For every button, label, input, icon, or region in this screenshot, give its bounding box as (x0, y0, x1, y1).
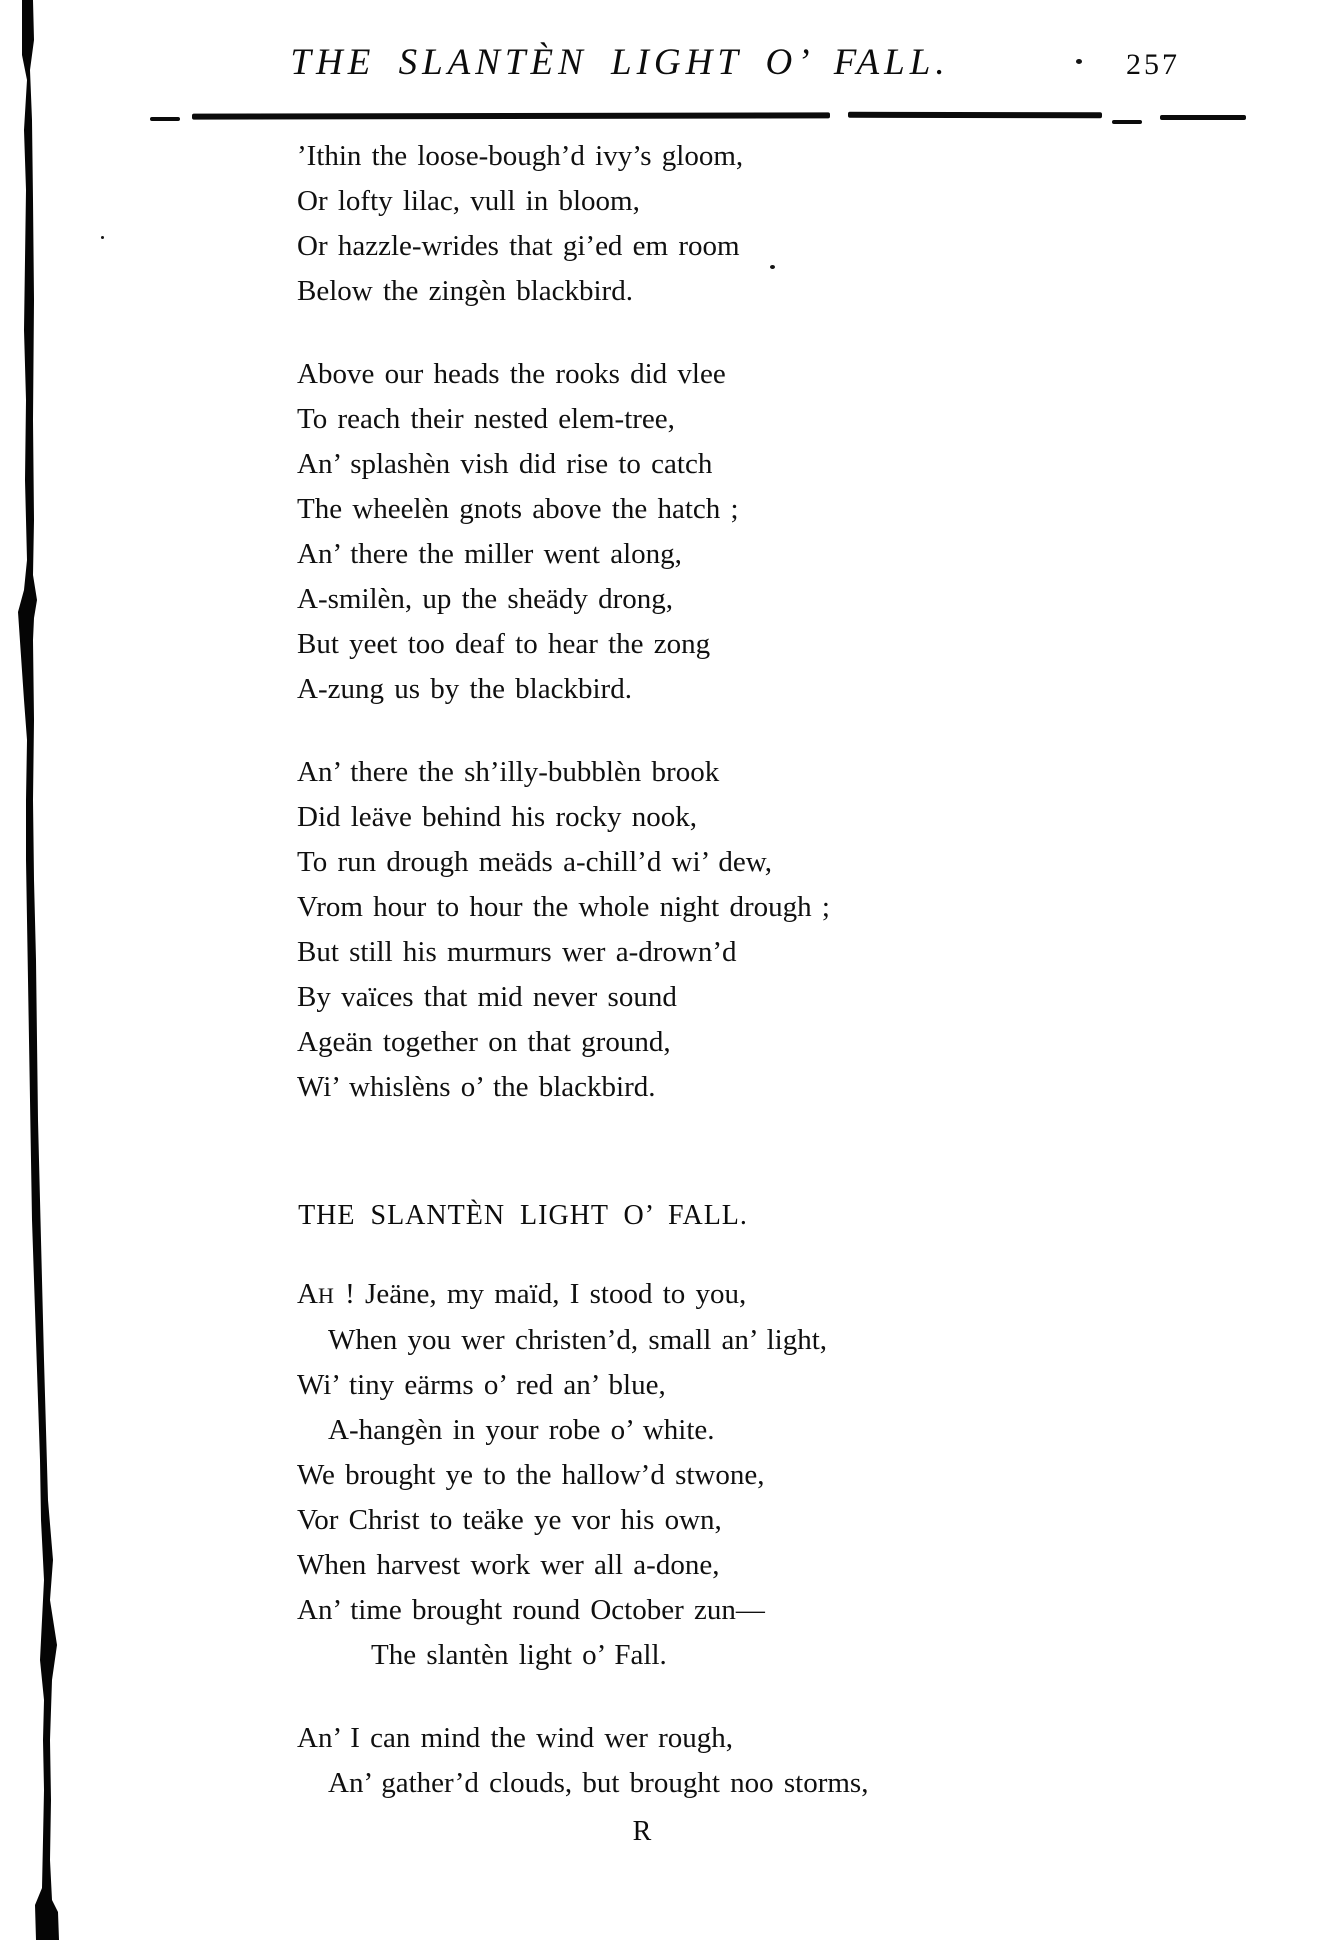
binding-edge (0, 0, 80, 1940)
header-rule-segment (1160, 115, 1246, 120)
poem-line: Vor Christ to teäke ye vor his own, (297, 1504, 722, 1536)
poem-line: An’ gather’d clouds, but brought noo storms, (328, 1767, 869, 1799)
poem-line: Vrom hour to hour the whole night drough ; (297, 891, 830, 923)
stanza (297, 134, 987, 314)
poem-line: Wi’ tiny eärms o’ red an’ blue, (297, 1369, 666, 1401)
header-rule-segment (192, 112, 830, 119)
poem-line: A-smilèn, up the sheädy drong, (297, 583, 674, 615)
poem-line: ’Ithin the loose-bough’d ivy’s gloom, (297, 140, 744, 172)
poem-line: Below the zingèn blackbird. (297, 275, 633, 307)
scan-speck (770, 265, 775, 269)
poem-line: To reach their nested elem-tree, (297, 403, 675, 435)
poem-line: A-hangèn in your robe o’ white. (328, 1414, 715, 1446)
header-rule-segment (848, 112, 1102, 118)
poem-line: When you wer christen’d, small an’ light, (328, 1324, 828, 1356)
stanza (297, 1716, 1057, 1806)
poem-line: Or hazzle-wrides that gi’ed em room (297, 230, 740, 262)
poem-line: The slantèn light o’ Fall. (371, 1639, 667, 1671)
poem-line: When harvest work wer all a-done, (297, 1549, 720, 1581)
poem-section-title: THE SLANTÈN LIGHT O’ FALL. (298, 1200, 748, 1231)
poem-line: To run drough meäds a-chill’d wi’ dew, (297, 846, 773, 878)
smallcap-letter: H (317, 1283, 335, 1308)
poem-line: An’ there the sh’illy-bubblèn brook (297, 756, 720, 788)
poem-slanten-light (297, 1272, 1057, 1847)
scan-speck (1076, 59, 1082, 64)
poem-line: Wi’ whislèns o’ the blackbird. (297, 1071, 656, 1103)
poem-line: Or lofty lilac, vull in bloom, (297, 185, 640, 217)
scan-speck (101, 236, 104, 239)
poem-line: By vaïces that mid never sound (297, 981, 677, 1013)
signature-mark: R (632, 1816, 652, 1847)
line-segment: A (297, 1278, 318, 1310)
poem-line: But still his murmurs wer a-drown’d (297, 936, 737, 968)
running-header-title: THE SLANTÈN LIGHT O’ FALL. (290, 42, 950, 83)
poem-line: Ageän together on that ground, (297, 1026, 671, 1058)
page-number: 257 (1126, 48, 1180, 81)
header-rule-segment (1112, 120, 1142, 124)
poem-line: A-zung us by the blackbird. (297, 673, 632, 705)
poem-line: An’ time brought round October zun— (297, 1594, 765, 1626)
header-rule-segment (150, 117, 180, 121)
poem-line: The wheelèn gnots above the hatch ; (297, 493, 739, 525)
poem-line (297, 1272, 1057, 1318)
poem-line: Did leäve behind his rocky nook, (297, 801, 697, 833)
stanza (297, 750, 987, 1110)
poem-line: Above our heads the rooks did vlee (297, 358, 726, 390)
poem-line: An’ I can mind the wind wer rough, (297, 1722, 734, 1754)
line-segment: ! Jeäne, my maïd, I stood to you, (334, 1278, 747, 1310)
stanza (297, 1272, 1057, 1678)
stanza (297, 352, 987, 712)
poem-previous-end (297, 134, 987, 1148)
poem-line: An’ splashèn vish did rise to catch (297, 448, 713, 480)
poem-line: An’ there the miller went along, (297, 538, 682, 570)
poem-line: But yeet too deaf to hear the zong (297, 628, 711, 660)
poem-line: We brought ye to the hallow’d stwone, (297, 1459, 765, 1491)
